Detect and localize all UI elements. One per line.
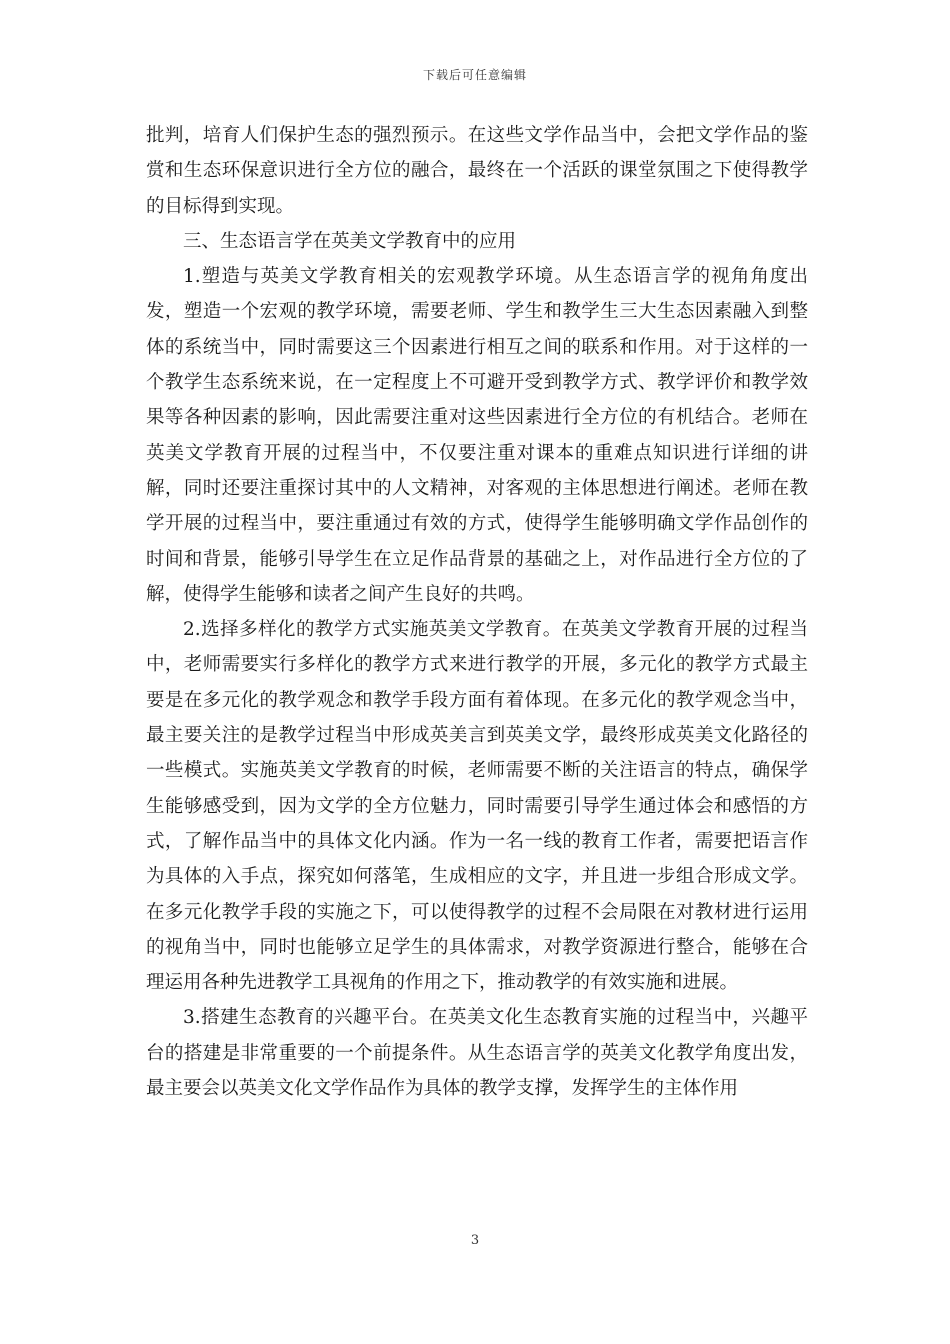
document-body [146,118,808,1106]
page-number: 3 [470,1233,480,1248]
paragraph-continuation: 批判，培育人们保护生态的强烈预示。在这些文学作品当中，会把文学作品的鉴赏和生态环保意识进行全方位的融合，最终在一个活跃的课堂氛围之下使得教学的目标得到实现。 [146,125,808,217]
paragraph-item-3: 3.搭建生态教育的兴趣平台。在英美文化生态教育实施的过程当中，兴趣平台的搭建是非常重要的一个前提条件。从生态语言学的英美文化教学角度出发，最主要会以英美文化文学作品作为具体的教学支撑，发挥学生的主体作用 [146,1007,808,1100]
section-heading: 三、生态语言学在英美文学教育中的应用 [183,230,517,252]
page-header: 下载后可任意编辑 [422,68,527,82]
paragraph-item-2: 2.选择多样化的教学方式实施英美文学教育。在英美文学教育开展的过程当中，老师需要实行多样化的教学方式来进行教学的开展，多元化的教学方式最主要是在多元化的教学观念和教学手段方面有着体现。在多元化的教学观念当中，最主要关注的是教学过程当中形成英美言到英美文学，最终形成英美文化路径的一些模式。实施英美文学教育的时候，老师需要不断的关注语言的特点，确保学生能够感受到，因为文学的全方位魅力，同时需要引导学生通过体会和感悟的方式，了解作品当中的具体文化内涵。作为一名一线的教育工作者，需要把语言作为具体的入手点，探究如何落笔，生成相应的文字，并且进一步组合形成文学。在多元化教学手段的实施之下，可以使得教学的过程不会局限在对教材进行运用的视角当中，同时也能够立足学生的具体需求，对教学资源进行整合，能够在合理运用各种先进教学工具视角的作用之下，推动教学的有效实施和进展。 [146,619,808,994]
paragraph-item-1: 1.塑造与英美文学教育相关的宏观教学环境。从生态语言学的视角角度出发，塑造一个宏观的教学环境，需要老师、学生和教学生三大生态因素融入到整体的系统当中，同时需要这三个因素进行相互之间的联系和作用。对于这样的一个教学生态系统来说，在一定程度上不可避开受到教学方式、教学评价和教学效果等各种因素的影响，因此需要注重对这些因素进行全方位的有机结合。老师在英美文学教育开展的过程当中，不仅要注重对课本的重难点知识进行详细的讲解，同时还要注重探讨其中的人文精神，对客观的主体思想进行阐述。老师在教学开展的过程当中，要注重通过有效的方式，使得学生能够明确文学作品创作的时间和背景，能够引导学生在立足作品背景的基础之上，对作品进行全方位的了解，使得学生能够和读者之间产生良好的共鸣。 [146,266,808,605]
